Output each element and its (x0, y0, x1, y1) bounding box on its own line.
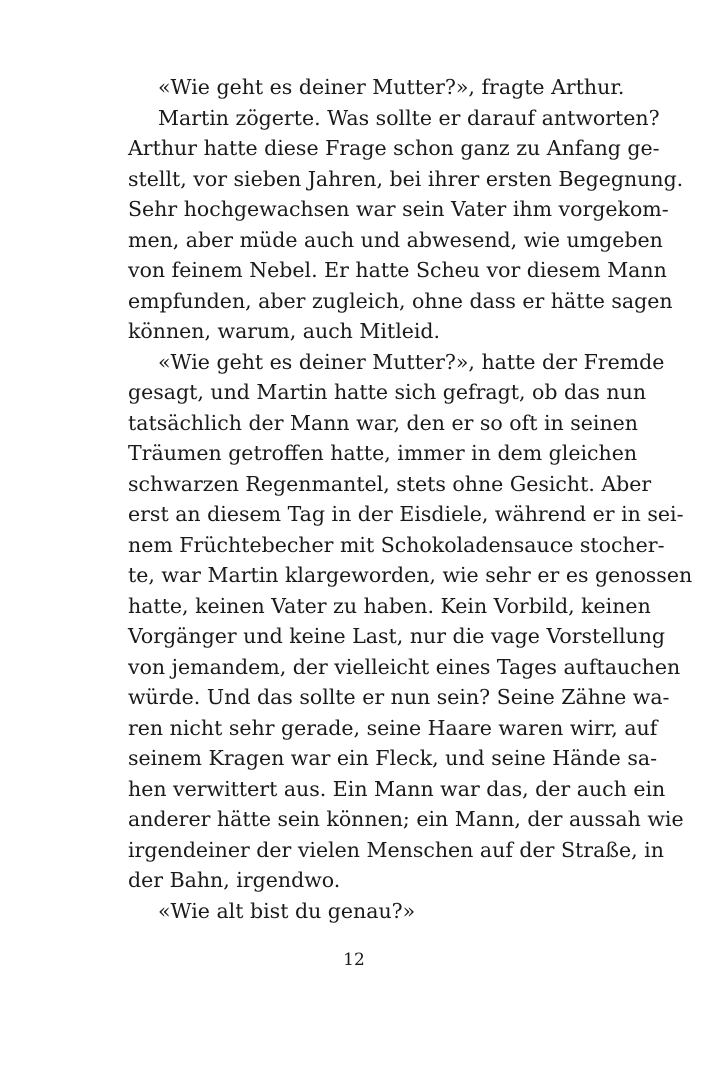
text-line: der Bahn, irgendwo. (128, 868, 341, 892)
text-line: schwarzen Regenmantel, stets ohne Gesicht. Aber (128, 471, 652, 496)
text-line: «Wie geht es deiner Mutter?», fragte Arthur. (158, 75, 625, 99)
text-line: Martin zögerte. Was sollte er darauf antworten? (158, 105, 660, 130)
text-line: würde. Und das sollte er nun sein? Seine Zähne wa- (128, 685, 670, 709)
text-line: Sehr hochgewachsen war sein Vater ihm vorgekom- (128, 197, 669, 221)
text-line: te, war Martin klargeworden, wie sehr er es genossen (128, 563, 693, 587)
text-line: stellt, vor sieben Jahren, bei ihrer ersten Begegnung. (128, 166, 684, 191)
text-line: irgendeiner der vielen Menschen auf der Straße, in (128, 837, 664, 862)
text-line: von jemandem, der vielleicht eines Tages auftauchen (128, 654, 681, 679)
text-line: Arthur hatte diese Frage schon ganz zu Anfang ge- (128, 136, 660, 160)
text-line: erst an diesem Tag in der Eisdiele, während er in sei- (128, 502, 684, 526)
text-line: von feinem Nebel. Er hatte Scheu vor diesem Mann (128, 258, 667, 282)
page-number: 12 (343, 950, 365, 970)
text-line: Vorgänger und keine Last, nur die vage Vorstellung (128, 624, 666, 648)
text-line: nem Früchtebecher mit Schokoladensauce stocher- (128, 532, 665, 557)
text-line: gesagt, und Martin hatte sich gefragt, ob das nun (128, 380, 647, 404)
text-line: können, warum, auch Mitleid. (128, 319, 441, 343)
text-line: «Wie alt bist du genau?» (158, 898, 416, 923)
text-line: empfunden, aber zugleich, ohne dass er hätte sagen (128, 288, 673, 313)
text-line: tatsächlich der Mann war, den er so oft in seinen (128, 410, 638, 435)
body-text (128, 72, 693, 926)
text-line: seinem Kragen war ein Fleck, und seine Hände sa- (128, 746, 657, 770)
text-line: anderer hätte sein können; ein Mann, der aussah wie (128, 807, 684, 831)
text-line: Träumen getroffen hatte, immer in dem gleichen (128, 441, 638, 465)
text-line: ren nicht sehr gerade, seine Haare waren wirr, auf (128, 715, 658, 740)
text-line: «Wie geht es deiner Mutter?», hatte der Fremde (158, 349, 665, 374)
text-line: hatte, keinen Vater zu haben. Kein Vorbild, keinen (128, 593, 651, 618)
text-line: hen verwittert aus. Ein Mann war das, der auch ein (128, 776, 666, 801)
text-line: men, aber müde auch und abwesend, wie umgeben (128, 227, 663, 252)
